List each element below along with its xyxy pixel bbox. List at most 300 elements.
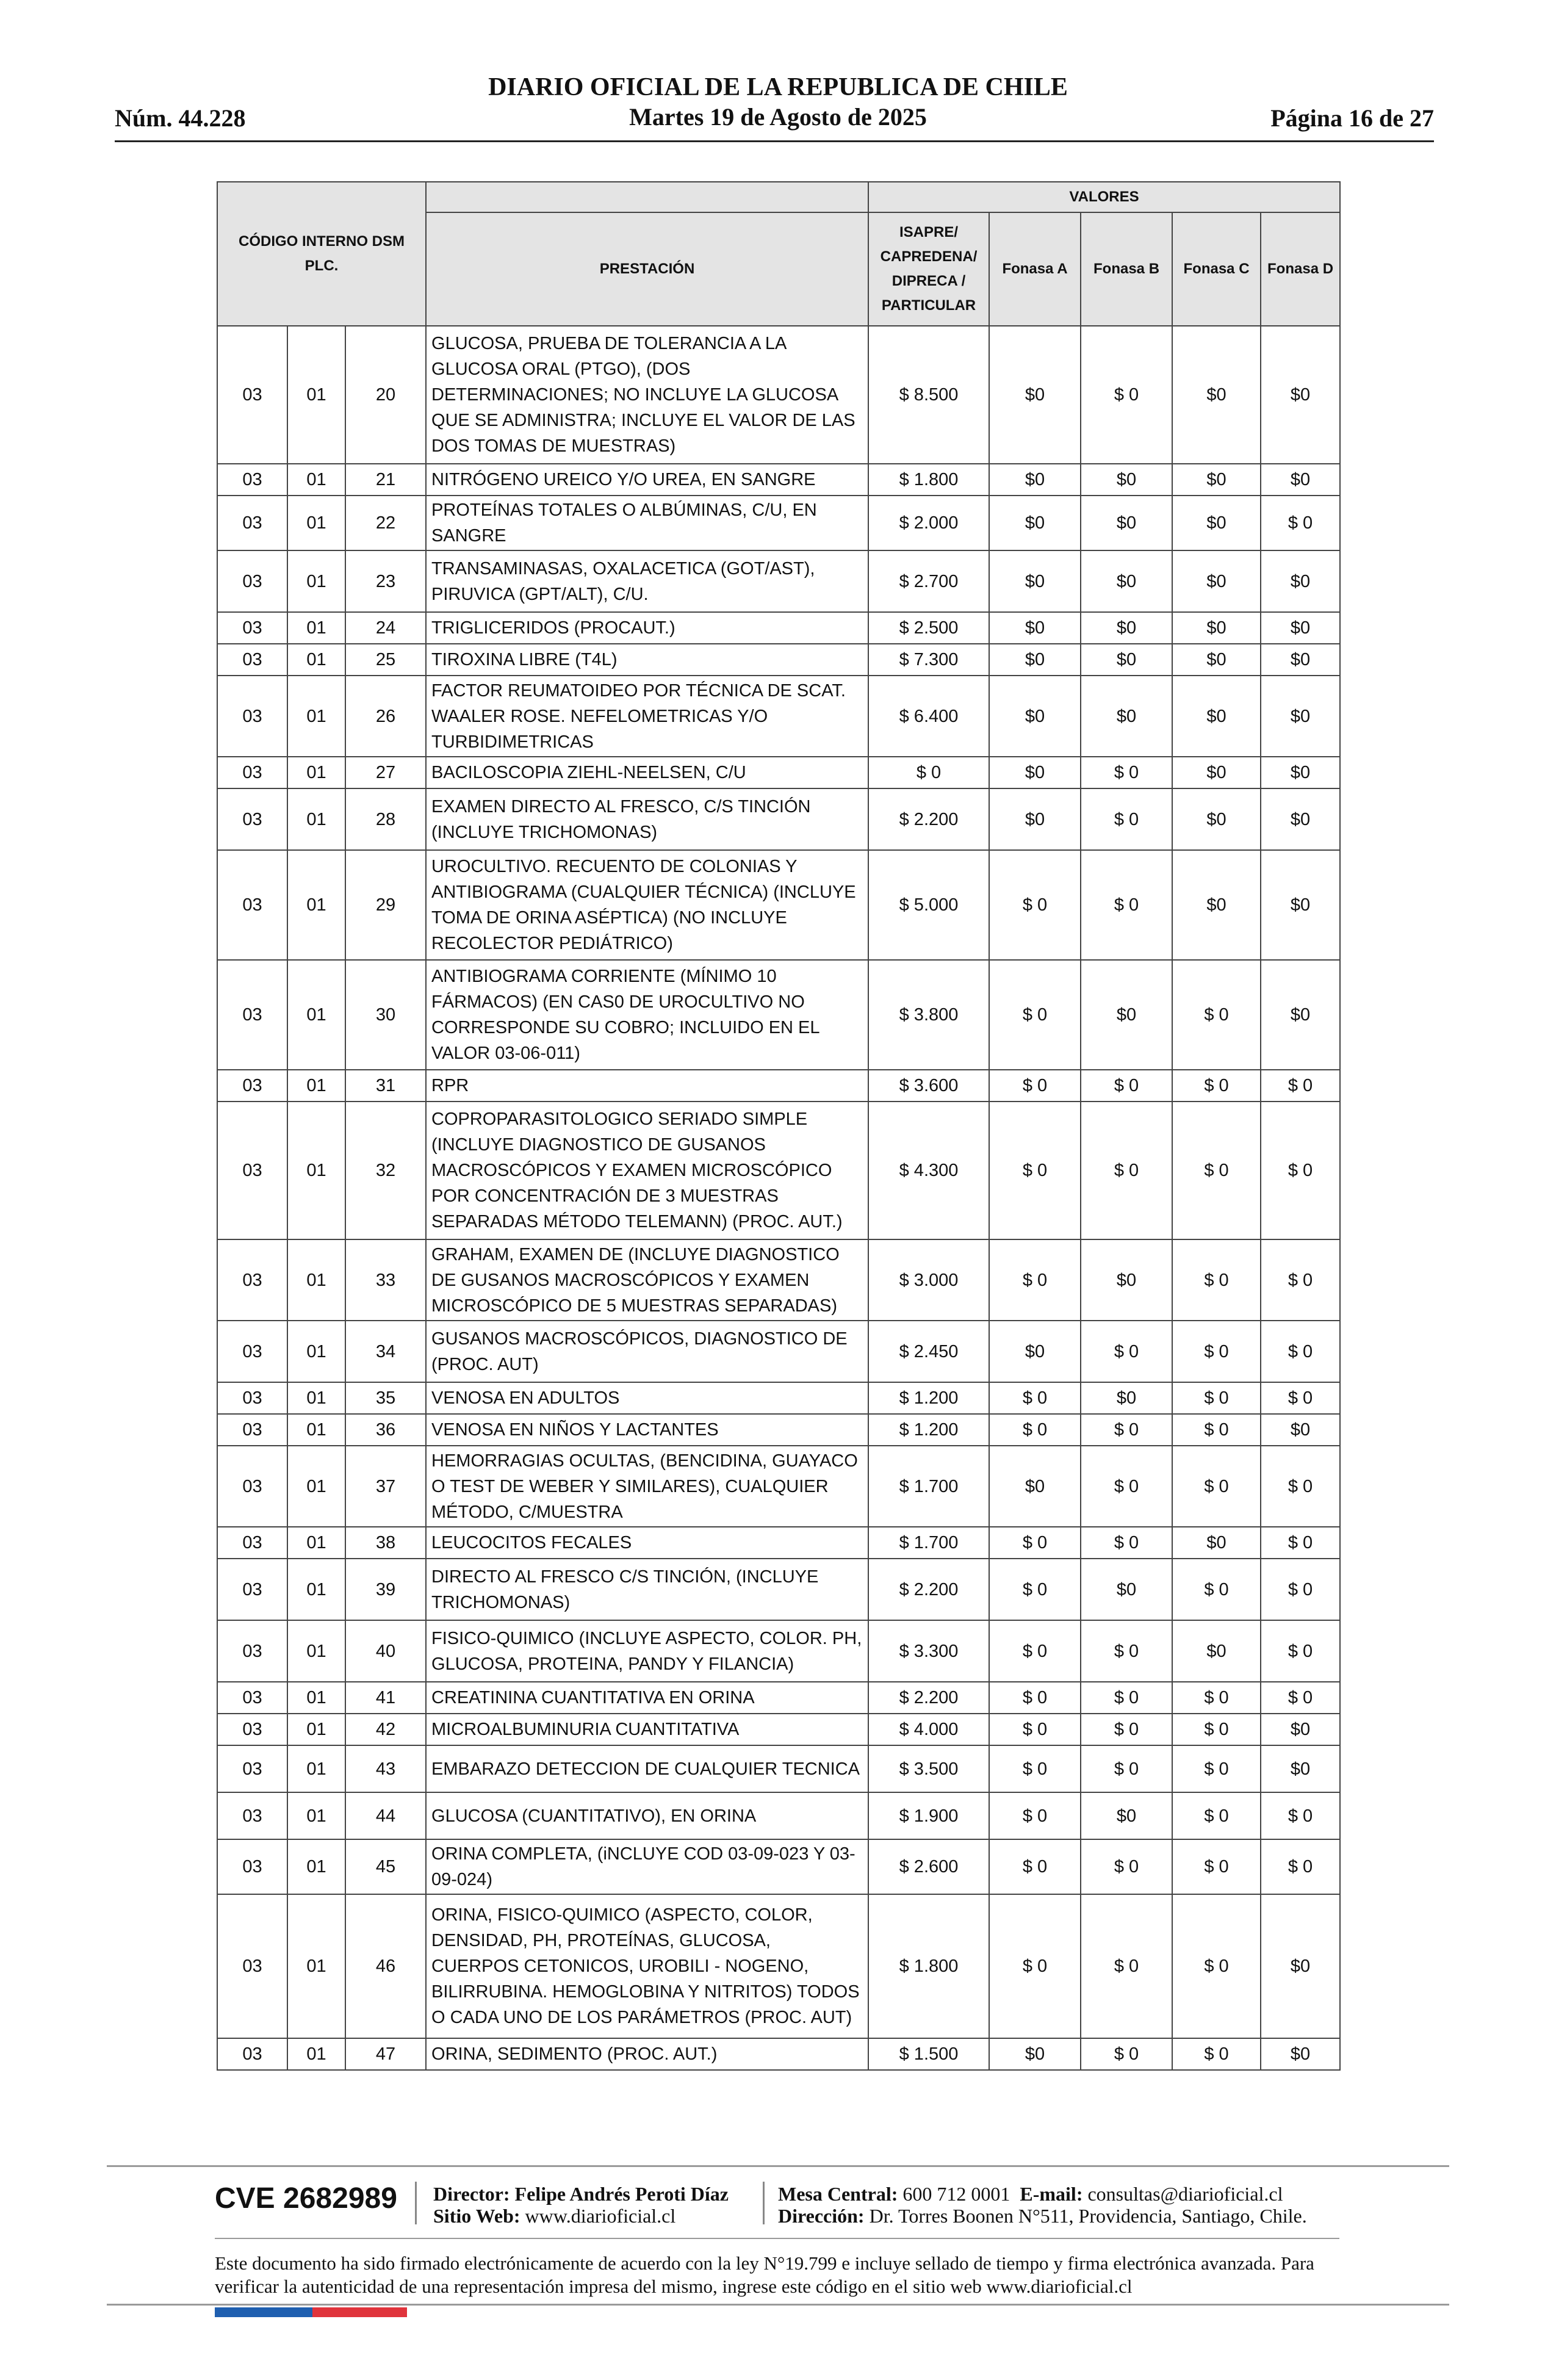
header-prestacion: PRESTACIÓN <box>426 212 868 326</box>
table-row <box>217 1839 1340 1894</box>
code-chapter: 03 <box>217 1620 287 1682</box>
code-item: 47 <box>345 2038 426 2070</box>
code-group: 01 <box>287 1894 345 2038</box>
code-group: 01 <box>287 1321 345 1382</box>
code-group: 01 <box>287 850 345 960</box>
fonasa-c-value: $0 <box>1172 550 1261 612</box>
fonasa-c-value: $0 <box>1172 757 1261 788</box>
fonasa-d-value: $ 0 <box>1261 1446 1340 1527</box>
code-item: 25 <box>345 644 426 676</box>
email-label: E-mail: <box>1020 2183 1083 2205</box>
fonasa-c-value: $ 0 <box>1172 1321 1261 1382</box>
code-group: 01 <box>287 1446 345 1527</box>
prestacion-cell: ORINA COMPLETA, (iNCLUYE COD 03-09-023 Y 03-09-024) <box>426 1839 868 1894</box>
fonasa-d-value: $ 0 <box>1261 1321 1340 1382</box>
fonasa-c-value: $ 0 <box>1172 1714 1261 1745</box>
fonasa-d-value: $0 <box>1261 757 1340 788</box>
director-label: Director: <box>433 2183 510 2205</box>
code-item: 34 <box>345 1321 426 1382</box>
code-item: 44 <box>345 1792 426 1839</box>
code-group: 01 <box>287 550 345 612</box>
fonasa-a-value: $ 0 <box>989 1839 1081 1894</box>
code-group: 01 <box>287 1559 345 1620</box>
code-item: 36 <box>345 1414 426 1446</box>
fonasa-b-value: $0 <box>1081 464 1172 496</box>
code-item: 28 <box>345 788 426 850</box>
table-row <box>217 1321 1340 1382</box>
signature-note: Este documento ha sido firmado electrónicamente de acuerdo con la ley N°19.799 e incluye sellado de tiempo y firma electrónica avanzada. Para verificar la autenticidad de una representación impresa del mismo, ingrese este código en el sitio web www.diarioficial.cl <box>215 2252 1314 2297</box>
masthead <box>366 72 1190 132</box>
header-valores: VALORES <box>868 182 1340 212</box>
code-item: 46 <box>345 1894 426 2038</box>
isapre-value: $ 3.500 <box>868 1745 989 1792</box>
table-row <box>217 1792 1340 1839</box>
code-chapter: 03 <box>217 1682 287 1714</box>
fonasa-c-value: $ 0 <box>1172 1792 1261 1839</box>
direccion-label: Dirección: <box>778 2205 865 2227</box>
code-chapter: 03 <box>217 326 287 464</box>
fonasa-d-value: $ 0 <box>1261 1102 1340 1239</box>
fonasa-c-value: $0 <box>1172 612 1261 644</box>
fonasa-c-value: $ 0 <box>1172 960 1261 1070</box>
footer-divider-top <box>107 2165 1449 2167</box>
fonasa-a-value: $ 0 <box>989 1559 1081 1620</box>
fonasa-c-value: $ 0 <box>1172 2038 1261 2070</box>
fonasa-d-value: $0 <box>1261 2038 1340 2070</box>
fonasa-d-value: $0 <box>1261 550 1340 612</box>
isapre-value: $ 1.700 <box>868 1446 989 1527</box>
fonasa-c-value: $ 0 <box>1172 1894 1261 2038</box>
cve-code: CVE 2682989 <box>215 2182 397 2215</box>
table-row <box>217 464 1340 496</box>
code-chapter: 03 <box>217 1527 287 1559</box>
fonasa-a-value: $0 <box>989 612 1081 644</box>
prestacion-cell: RPR <box>426 1070 868 1102</box>
code-chapter: 03 <box>217 788 287 850</box>
code-chapter: 03 <box>217 1714 287 1745</box>
table-row <box>217 496 1340 550</box>
issue-number: Núm. 44.228 <box>115 104 246 132</box>
isapre-value: $ 2.600 <box>868 1839 989 1894</box>
isapre-value: $ 1.800 <box>868 1894 989 2038</box>
code-group: 01 <box>287 644 345 676</box>
fonasa-d-value: $ 0 <box>1261 1382 1340 1414</box>
code-chapter: 03 <box>217 1792 287 1839</box>
code-group: 01 <box>287 788 345 850</box>
header-fonasa-d: Fonasa D <box>1261 212 1340 326</box>
table-row <box>217 1714 1340 1745</box>
isapre-value: $ 2.200 <box>868 1559 989 1620</box>
code-chapter: 03 <box>217 2038 287 2070</box>
fonasa-a-value: $ 0 <box>989 1682 1081 1714</box>
code-item: 21 <box>345 464 426 496</box>
header-blank <box>426 182 868 212</box>
footer-divider-bottom <box>107 2304 1449 2306</box>
fonasa-b-value: $ 0 <box>1081 788 1172 850</box>
fonasa-d-value: $0 <box>1261 1894 1340 2038</box>
fonasa-c-value: $0 <box>1172 326 1261 464</box>
mesa-label: Mesa Central: <box>778 2183 898 2205</box>
code-item: 24 <box>345 612 426 644</box>
fonasa-c-value: $0 <box>1172 1620 1261 1682</box>
prestacion-cell: EMBARAZO DETECCION DE CUALQUIER TECNICA <box>426 1745 868 1792</box>
fonasa-c-value: $ 0 <box>1172 1382 1261 1414</box>
publication-title: DIARIO OFICIAL DE LA REPUBLICA DE CHILE <box>488 73 1068 101</box>
header-codigo: CÓDIGO INTERNO DSM PLC. <box>217 182 426 326</box>
page-number: Página 16 de 27 <box>1270 104 1434 132</box>
prestacion-cell: PROTEÍNAS TOTALES O ALBÚMINAS, C/U, EN SANGRE <box>426 496 868 550</box>
code-group: 01 <box>287 960 345 1070</box>
prestacion-cell: TRIGLICERIDOS (PROCAUT.) <box>426 612 868 644</box>
prestacion-cell: COPROPARASITOLOGICO SERIADO SIMPLE (INCLUYE DIAGNOSTICO DE GUSANOS MACROSCÓPICOS Y EXAMEN MICROSCÓPICO POR CONCENTRACIÓN DE 3 MUESTRAS SEPARADAS MÉTODO TELEMANN) (PROC. AUT.) <box>426 1102 868 1239</box>
table-row <box>217 960 1340 1070</box>
code-chapter: 03 <box>217 676 287 757</box>
isapre-value: $ 1.800 <box>868 464 989 496</box>
code-chapter: 03 <box>217 1839 287 1894</box>
table-body <box>217 326 1340 2070</box>
fonasa-b-value: $ 0 <box>1081 2038 1172 2070</box>
isapre-value: $ 4.300 <box>868 1102 989 1239</box>
table-row <box>217 1414 1340 1446</box>
code-group: 01 <box>287 1239 345 1321</box>
fonasa-b-value: $0 <box>1081 612 1172 644</box>
code-group: 01 <box>287 757 345 788</box>
fonasa-a-value: $ 0 <box>989 1745 1081 1792</box>
prestacion-cell: VENOSA EN NIÑOS Y LACTANTES <box>426 1414 868 1446</box>
fonasa-b-value: $ 0 <box>1081 1839 1172 1894</box>
footer-separator <box>415 2182 417 2224</box>
isapre-value: $ 1.700 <box>868 1527 989 1559</box>
fonasa-c-value: $0 <box>1172 676 1261 757</box>
prestacion-cell: GLUCOSA, PRUEBA DE TOLERANCIA A LA GLUCOSA ORAL (PTGO), (DOS DETERMINACIONES; NO INCLUYE LA GLUCOSA QUE SE ADMINISTRA; INCLUYE EL VALOR DE LAS DOS TOMAS DE MUESTRAS) <box>426 326 868 464</box>
prestacion-cell: NITRÓGENO UREICO Y/O UREA, EN SANGRE <box>426 464 868 496</box>
code-group: 01 <box>287 1382 345 1414</box>
table-row <box>217 1070 1340 1102</box>
code-group: 01 <box>287 1414 345 1446</box>
header-isapre: ISAPRE/ CAPREDENA/ DIPRECA / PARTICULAR <box>868 212 989 326</box>
fonasa-c-value: $0 <box>1172 464 1261 496</box>
web-link[interactable]: www.diarioficial.cl <box>525 2205 676 2227</box>
code-item: 23 <box>345 550 426 612</box>
code-item: 29 <box>345 850 426 960</box>
isapre-value: $ 3.000 <box>868 1239 989 1321</box>
fonasa-b-value: $0 <box>1081 1382 1172 1414</box>
code-group: 01 <box>287 1792 345 1839</box>
fonasa-d-value: $ 0 <box>1261 496 1340 550</box>
fonasa-b-value: $ 0 <box>1081 1714 1172 1745</box>
prestacion-cell: FISICO-QUIMICO (INCLUYE ASPECTO, COLOR. PH, GLUCOSA, PROTEINA, PANDY Y FILANCIA) <box>426 1620 868 1682</box>
table-row <box>217 644 1340 676</box>
code-item: 35 <box>345 1382 426 1414</box>
prestacion-cell: BACILOSCOPIA ZIEHL-NEELSEN, C/U <box>426 757 868 788</box>
code-item: 20 <box>345 326 426 464</box>
fonasa-a-value: $0 <box>989 550 1081 612</box>
header-fonasa-b: Fonasa B <box>1081 212 1172 326</box>
code-chapter: 03 <box>217 1559 287 1620</box>
fonasa-b-value: $ 0 <box>1081 326 1172 464</box>
fonasa-d-value: $0 <box>1261 1414 1340 1446</box>
fonasa-a-value: $0 <box>989 676 1081 757</box>
isapre-value: $ 4.000 <box>868 1714 989 1745</box>
code-item: 45 <box>345 1839 426 1894</box>
fonasa-c-value: $0 <box>1172 1527 1261 1559</box>
fonasa-d-value: $0 <box>1261 644 1340 676</box>
code-item: 22 <box>345 496 426 550</box>
isapre-value: $ 1.200 <box>868 1414 989 1446</box>
table-row <box>217 1682 1340 1714</box>
publication-date: Martes 19 de Agosto de 2025 <box>629 103 927 131</box>
code-item: 38 <box>345 1527 426 1559</box>
fonasa-a-value: $ 0 <box>989 1714 1081 1745</box>
prestacion-cell: CREATININA CUANTITATIVA EN ORINA <box>426 1682 868 1714</box>
code-group: 01 <box>287 1745 345 1792</box>
flag-bar-red <box>312 2307 407 2317</box>
fonasa-a-value: $ 0 <box>989 1527 1081 1559</box>
fonasa-a-value: $ 0 <box>989 1239 1081 1321</box>
isapre-value: $ 2.700 <box>868 550 989 612</box>
fonasa-b-value: $ 0 <box>1081 1620 1172 1682</box>
prestacion-cell: ANTIBIOGRAMA CORRIENTE (MÍNIMO 10 FÁRMACOS) (EN CAS0 DE UROCULTIVO NO CORRESPONDE SU COBRO; INCLUIDO EN EL VALOR 03-06-011) <box>426 960 868 1070</box>
fonasa-c-value: $ 0 <box>1172 1239 1261 1321</box>
prestacion-cell: DIRECTO AL FRESCO C/S TINCIÓN, (INCLUYE TRICHOMONAS) <box>426 1559 868 1620</box>
fonasa-b-value: $ 0 <box>1081 1745 1172 1792</box>
web-label: Sitio Web: <box>433 2205 520 2227</box>
fonasa-b-value: $0 <box>1081 1239 1172 1321</box>
fonasa-b-value: $0 <box>1081 644 1172 676</box>
fonasa-b-value: $ 0 <box>1081 1102 1172 1239</box>
table-row <box>217 612 1340 644</box>
table-row <box>217 788 1340 850</box>
table-row <box>217 850 1340 960</box>
code-item: 42 <box>345 1714 426 1745</box>
fonasa-a-value: $0 <box>989 464 1081 496</box>
isapre-value: $ 0 <box>868 757 989 788</box>
isapre-value: $ 2.200 <box>868 1682 989 1714</box>
footer-separator <box>763 2182 765 2224</box>
fonasa-b-value: $0 <box>1081 676 1172 757</box>
prestacion-cell: EXAMEN DIRECTO AL FRESCO, C/S TINCIÓN (INCLUYE TRICHOMONAS) <box>426 788 868 850</box>
header-fonasa-a: Fonasa A <box>989 212 1081 326</box>
fonasa-c-value: $ 0 <box>1172 1446 1261 1527</box>
fonasa-d-value: $0 <box>1261 1745 1340 1792</box>
code-chapter: 03 <box>217 612 287 644</box>
code-chapter: 03 <box>217 1414 287 1446</box>
code-chapter: 03 <box>217 960 287 1070</box>
fonasa-b-value: $ 0 <box>1081 1894 1172 2038</box>
fonasa-b-value: $0 <box>1081 550 1172 612</box>
footer-divider-middle <box>215 2238 1339 2239</box>
fonasa-d-value: $ 0 <box>1261 1070 1340 1102</box>
fonasa-b-value: $0 <box>1081 1559 1172 1620</box>
code-chapter: 03 <box>217 1382 287 1414</box>
fonasa-d-value: $ 0 <box>1261 1239 1340 1321</box>
fonasa-c-value: $ 0 <box>1172 1102 1261 1239</box>
flag-bar-blue <box>215 2307 312 2317</box>
fonasa-d-value: $0 <box>1261 960 1340 1070</box>
table-row <box>217 1894 1340 2038</box>
code-chapter: 03 <box>217 644 287 676</box>
fonasa-a-value: $0 <box>989 1446 1081 1527</box>
fonasa-a-value: $0 <box>989 757 1081 788</box>
fonasa-c-value: $ 0 <box>1172 1682 1261 1714</box>
code-group: 01 <box>287 496 345 550</box>
prestacion-cell: UROCULTIVO. RECUENTO DE COLONIAS Y ANTIBIOGRAMA (CUALQUIER TÉCNICA) (INCLUYE TOMA DE ORINA ASÉPTICA) (NO INCLUYE RECOLECTOR PEDIÁTRICO) <box>426 850 868 960</box>
code-group: 01 <box>287 1682 345 1714</box>
fonasa-d-value: $0 <box>1261 464 1340 496</box>
director-name: Felipe Andrés Peroti Díaz <box>514 2183 729 2205</box>
fonasa-a-value: $ 0 <box>989 1414 1081 1446</box>
prestacion-cell: HEMORRAGIAS OCULTAS, (BENCIDINA, GUAYACO O TEST DE WEBER Y SIMILARES), CUALQUIER MÉTODO, C/MUESTRA <box>426 1446 868 1527</box>
table-row <box>217 2038 1340 2070</box>
fonasa-d-value: $0 <box>1261 1714 1340 1745</box>
table-row <box>217 1382 1340 1414</box>
code-group: 01 <box>287 676 345 757</box>
code-group: 01 <box>287 1620 345 1682</box>
fonasa-a-value: $ 0 <box>989 1070 1081 1102</box>
mesa-phone: 600 712 0001 <box>902 2183 1010 2205</box>
prestacion-cell: GRAHAM, EXAMEN DE (INCLUYE DIAGNOSTICO DE GUSANOS MACROSCÓPICOS Y EXAMEN MICROSCÓPICO DE 5 MUESTRAS SEPARADAS) <box>426 1239 868 1321</box>
fonasa-a-value: $0 <box>989 496 1081 550</box>
prestacion-cell: TRANSAMINASAS, OXALACETICA (GOT/AST), PIRUVICA (GPT/ALT), C/U. <box>426 550 868 612</box>
email-link[interactable]: consultas@diarioficial.cl <box>1087 2183 1283 2205</box>
fonasa-b-value: $ 0 <box>1081 850 1172 960</box>
fonasa-d-value: $ 0 <box>1261 1839 1340 1894</box>
code-chapter: 03 <box>217 496 287 550</box>
code-item: 26 <box>345 676 426 757</box>
prestacion-cell: LEUCOCITOS FECALES <box>426 1527 868 1559</box>
prestacion-cell: GLUCOSA (CUANTITATIVO), EN ORINA <box>426 1792 868 1839</box>
fonasa-c-value: $ 0 <box>1172 1839 1261 1894</box>
fonasa-c-value: $0 <box>1172 496 1261 550</box>
fonasa-a-value: $0 <box>989 1321 1081 1382</box>
fonasa-c-value: $0 <box>1172 788 1261 850</box>
fonasa-d-value: $ 0 <box>1261 1559 1340 1620</box>
isapre-value: $ 7.300 <box>868 644 989 676</box>
fonasa-c-value: $ 0 <box>1172 1745 1261 1792</box>
fonasa-d-value: $ 0 <box>1261 1792 1340 1839</box>
isapre-value: $ 2.200 <box>868 788 989 850</box>
fonasa-b-value: $ 0 <box>1081 757 1172 788</box>
fonasa-a-value: $0 <box>989 644 1081 676</box>
prestacion-cell: FACTOR REUMATOIDEO POR TÉCNICA DE SCAT. WAALER ROSE. NEFELOMETRICAS Y/O TURBIDIMETRICAS <box>426 676 868 757</box>
fonasa-a-value: $ 0 <box>989 850 1081 960</box>
fonasa-a-value: $ 0 <box>989 1792 1081 1839</box>
code-group: 01 <box>287 612 345 644</box>
table-row <box>217 326 1340 464</box>
prestaciones-table <box>217 181 1341 2071</box>
code-item: 37 <box>345 1446 426 1527</box>
fonasa-b-value: $ 0 <box>1081 1070 1172 1102</box>
code-item: 27 <box>345 757 426 788</box>
fonasa-c-value: $ 0 <box>1172 1559 1261 1620</box>
fonasa-a-value: $ 0 <box>989 1382 1081 1414</box>
fonasa-a-value: $ 0 <box>989 1894 1081 2038</box>
table-row <box>217 1102 1340 1239</box>
isapre-value: $ 8.500 <box>868 326 989 464</box>
fonasa-d-value: $0 <box>1261 326 1340 464</box>
code-group: 01 <box>287 1102 345 1239</box>
fonasa-c-value: $0 <box>1172 850 1261 960</box>
prestacion-cell: GUSANOS MACROSCÓPICOS, DIAGNOSTICO DE (PROC. AUT) <box>426 1321 868 1382</box>
code-item: 33 <box>345 1239 426 1321</box>
fonasa-b-value: $ 0 <box>1081 1682 1172 1714</box>
direccion-text: Dr. Torres Boonen N°511, Providencia, Santiago, Chile. <box>869 2205 1307 2227</box>
table-row <box>217 676 1340 757</box>
prestacion-cell: TIROXINA LIBRE (T4L) <box>426 644 868 676</box>
code-group: 01 <box>287 464 345 496</box>
table-row <box>217 550 1340 612</box>
code-group: 01 <box>287 1527 345 1559</box>
fonasa-d-value: $0 <box>1261 850 1340 960</box>
header-fonasa-c: Fonasa C <box>1172 212 1261 326</box>
isapre-value: $ 1.500 <box>868 2038 989 2070</box>
table-row <box>217 1446 1340 1527</box>
fonasa-a-value: $ 0 <box>989 1102 1081 1239</box>
isapre-value: $ 6.400 <box>868 676 989 757</box>
code-item: 30 <box>345 960 426 1070</box>
footer-director-block <box>433 2183 729 2227</box>
header-divider <box>115 140 1434 142</box>
code-item: 31 <box>345 1070 426 1102</box>
prestacion-cell: ORINA, FISICO-QUIMICO (ASPECTO, COLOR, DENSIDAD, PH, PROTEÍNAS, GLUCOSA, CUERPOS CETONICOS, UROBILI - NOGENO, BILIRRUBINA. HEMOGLOBINA Y NITRITOS) TODOS O CADA UNO DE LOS PARÁMETROS (PROC. AUT) <box>426 1894 868 2038</box>
code-chapter: 03 <box>217 1070 287 1102</box>
isapre-value: $ 5.000 <box>868 850 989 960</box>
fonasa-b-value: $ 0 <box>1081 1527 1172 1559</box>
code-group: 01 <box>287 326 345 464</box>
isapre-value: $ 3.600 <box>868 1070 989 1102</box>
isapre-value: $ 1.900 <box>868 1792 989 1839</box>
isapre-value: $ 3.800 <box>868 960 989 1070</box>
fonasa-d-value: $0 <box>1261 788 1340 850</box>
code-chapter: 03 <box>217 464 287 496</box>
code-chapter: 03 <box>217 757 287 788</box>
fonasa-d-value: $0 <box>1261 612 1340 644</box>
code-item: 32 <box>345 1102 426 1239</box>
fonasa-b-value: $0 <box>1081 496 1172 550</box>
fonasa-b-value: $ 0 <box>1081 1446 1172 1527</box>
table-row <box>217 1239 1340 1321</box>
table-row <box>217 1559 1340 1620</box>
code-item: 43 <box>345 1745 426 1792</box>
code-item: 39 <box>345 1559 426 1620</box>
fonasa-a-value: $ 0 <box>989 1620 1081 1682</box>
isapre-value: $ 2.500 <box>868 612 989 644</box>
isapre-value: $ 2.000 <box>868 496 989 550</box>
fonasa-d-value: $ 0 <box>1261 1682 1340 1714</box>
isapre-value: $ 1.200 <box>868 1382 989 1414</box>
footer-contact-block <box>778 2183 1307 2227</box>
code-group: 01 <box>287 1839 345 1894</box>
code-group: 01 <box>287 1070 345 1102</box>
isapre-value: $ 2.450 <box>868 1321 989 1382</box>
table-row <box>217 1745 1340 1792</box>
fonasa-d-value: $ 0 <box>1261 1527 1340 1559</box>
code-chapter: 03 <box>217 850 287 960</box>
prestacion-cell: MICROALBUMINURIA CUANTITATIVA <box>426 1714 868 1745</box>
isapre-value: $ 3.300 <box>868 1620 989 1682</box>
code-chapter: 03 <box>217 1321 287 1382</box>
fonasa-c-value: $ 0 <box>1172 1414 1261 1446</box>
code-group: 01 <box>287 1714 345 1745</box>
fonasa-d-value: $ 0 <box>1261 1620 1340 1682</box>
fonasa-a-value: $0 <box>989 788 1081 850</box>
fonasa-a-value: $ 0 <box>989 960 1081 1070</box>
code-chapter: 03 <box>217 1102 287 1239</box>
code-item: 41 <box>345 1682 426 1714</box>
code-group: 01 <box>287 2038 345 2070</box>
code-chapter: 03 <box>217 550 287 612</box>
code-chapter: 03 <box>217 1745 287 1792</box>
